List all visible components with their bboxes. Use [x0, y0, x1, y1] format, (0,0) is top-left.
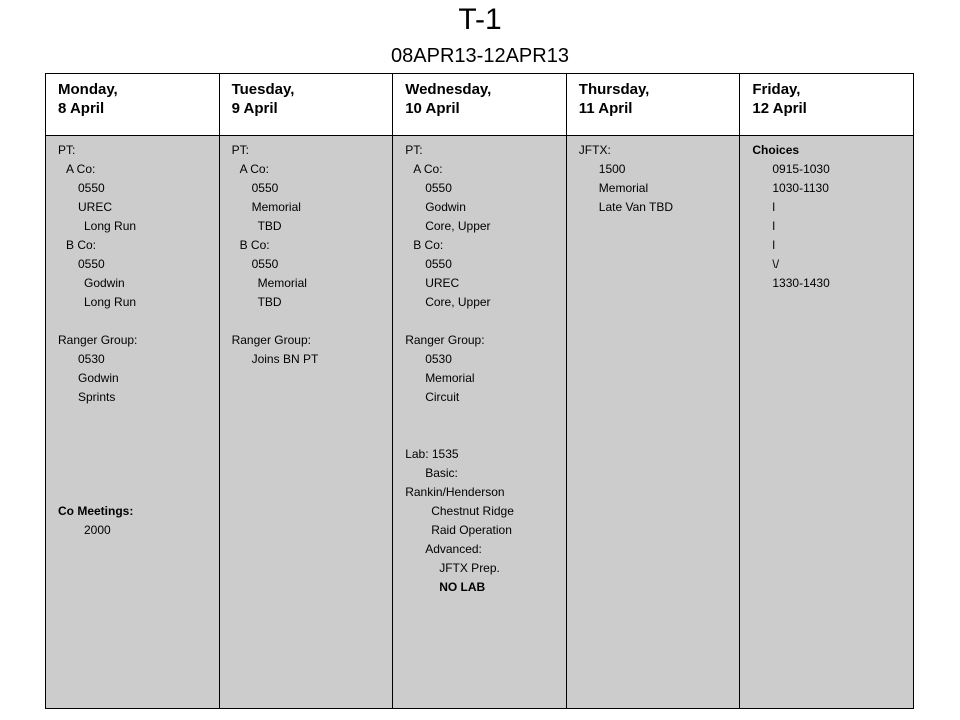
schedule-line: Circuit [425, 390, 460, 404]
schedule-line: 0530 [425, 352, 452, 366]
schedule-row [46, 136, 914, 709]
schedule-line: 1030-1130 [772, 181, 829, 195]
schedule-line [58, 464, 209, 483]
header-monday [46, 74, 220, 136]
schedule-line: Godwin [425, 200, 466, 214]
schedule-line: Advanced: [425, 542, 482, 556]
weekly-schedule-table [45, 73, 914, 709]
schedule-line: A Co: [413, 162, 443, 176]
page-title: T-1 [458, 3, 502, 36]
schedule-line: NO LAB [439, 580, 486, 594]
schedule-line: 0550 [251, 181, 279, 195]
schedule-line: Memorial [257, 276, 307, 290]
schedule-line: Long Run [84, 295, 137, 309]
schedule-line: A Co: [239, 162, 269, 176]
schedule-line: 1500 [598, 162, 626, 176]
schedule-line: Lab: 1535 [405, 447, 459, 461]
schedule-line: Raid Operation [431, 523, 512, 537]
schedule-line: Memorial [598, 181, 649, 195]
tuesday-cell [219, 136, 393, 709]
schedule-line: 0550 [78, 257, 105, 271]
schedule-line: JFTX Prep. [439, 561, 500, 575]
header-date: 10 April [405, 100, 460, 117]
schedule-line: 0915-1030 [772, 162, 830, 176]
header-tuesday [219, 74, 393, 136]
schedule-line [405, 312, 556, 331]
schedule-line: Co Meetings: [58, 504, 134, 518]
wednesday-cell [393, 136, 567, 709]
schedule-line: UREC [425, 276, 460, 290]
schedule-line: 2000 [84, 523, 111, 537]
schedule-line: 0550 [251, 257, 279, 271]
header-friday [740, 74, 914, 136]
thursday-cell [566, 136, 740, 709]
schedule-line: PT: [58, 143, 76, 157]
header-day: Thursday, [578, 81, 650, 98]
schedule-line: B Co: [413, 238, 444, 252]
header-wednesday [393, 74, 567, 136]
schedule-line [58, 483, 209, 502]
schedule-line: l [772, 238, 776, 252]
schedule-line: Chestnut Ridge [431, 504, 514, 518]
schedule-line: 0550 [425, 257, 452, 271]
header-row [46, 74, 914, 136]
schedule-line: B Co: [239, 238, 270, 252]
schedule-line [58, 407, 209, 426]
schedule-line [58, 445, 209, 464]
schedule-line: Late Van TBD [598, 200, 674, 214]
schedule-line: Ranger Group: [231, 333, 311, 347]
schedule-line: Ranger Group: [405, 333, 485, 347]
schedule-line: Long Run [84, 219, 137, 233]
schedule-line: \/ [772, 257, 780, 271]
date-range-subtitle: 08APR13-12APR13 [391, 45, 569, 67]
schedule-line: TBD [257, 295, 282, 309]
schedule-line: Memorial [251, 200, 301, 214]
schedule-line: 1330-1430 [772, 276, 830, 290]
schedule-line: 0550 [425, 181, 452, 195]
schedule-line [405, 407, 556, 426]
schedule-line [232, 312, 383, 331]
schedule-line: TBD [257, 219, 282, 233]
schedule-line: Godwin [78, 371, 119, 385]
schedule-line: 0530 [78, 352, 105, 366]
schedule-line: Godwin [84, 276, 125, 290]
header-date: 12 April [752, 100, 807, 117]
schedule-line: Joins BN PT [251, 352, 319, 366]
schedule-line [58, 426, 209, 445]
schedule-line: PT: [405, 143, 423, 157]
schedule-line: l [772, 219, 776, 233]
header-day: Friday, [752, 81, 801, 98]
schedule-line: Basic: [425, 466, 458, 480]
schedule-line: PT: [231, 143, 249, 157]
header-date: 9 April [231, 100, 278, 117]
schedule-line: B Co: [66, 238, 97, 252]
schedule-line: A Co: [66, 162, 96, 176]
friday-cell [740, 136, 914, 709]
schedule-line: Memorial [425, 371, 475, 385]
monday-cell [46, 136, 220, 709]
schedule-line: 0550 [78, 181, 105, 195]
header-thursday [566, 74, 740, 136]
schedule-line [405, 426, 556, 445]
schedule-line: UREC [78, 200, 113, 214]
schedule-line: Core, Upper [425, 219, 491, 233]
schedule-line: l [772, 200, 776, 214]
schedule-line: Core, Upper [425, 295, 491, 309]
schedule-line: Sprints [78, 390, 116, 404]
header-day: Monday, [58, 81, 118, 98]
schedule-line: Rankin/Henderson [405, 485, 505, 499]
header-date: 11 April [578, 100, 633, 117]
schedule-line [58, 312, 209, 331]
header-day: Wednesday, [405, 81, 492, 98]
schedule-line: JFTX: [578, 143, 611, 157]
header-date: 8 April [58, 100, 105, 117]
schedule-line: Choices [752, 143, 800, 157]
header-day: Tuesday, [231, 81, 295, 98]
schedule-line: Ranger Group: [58, 333, 138, 347]
